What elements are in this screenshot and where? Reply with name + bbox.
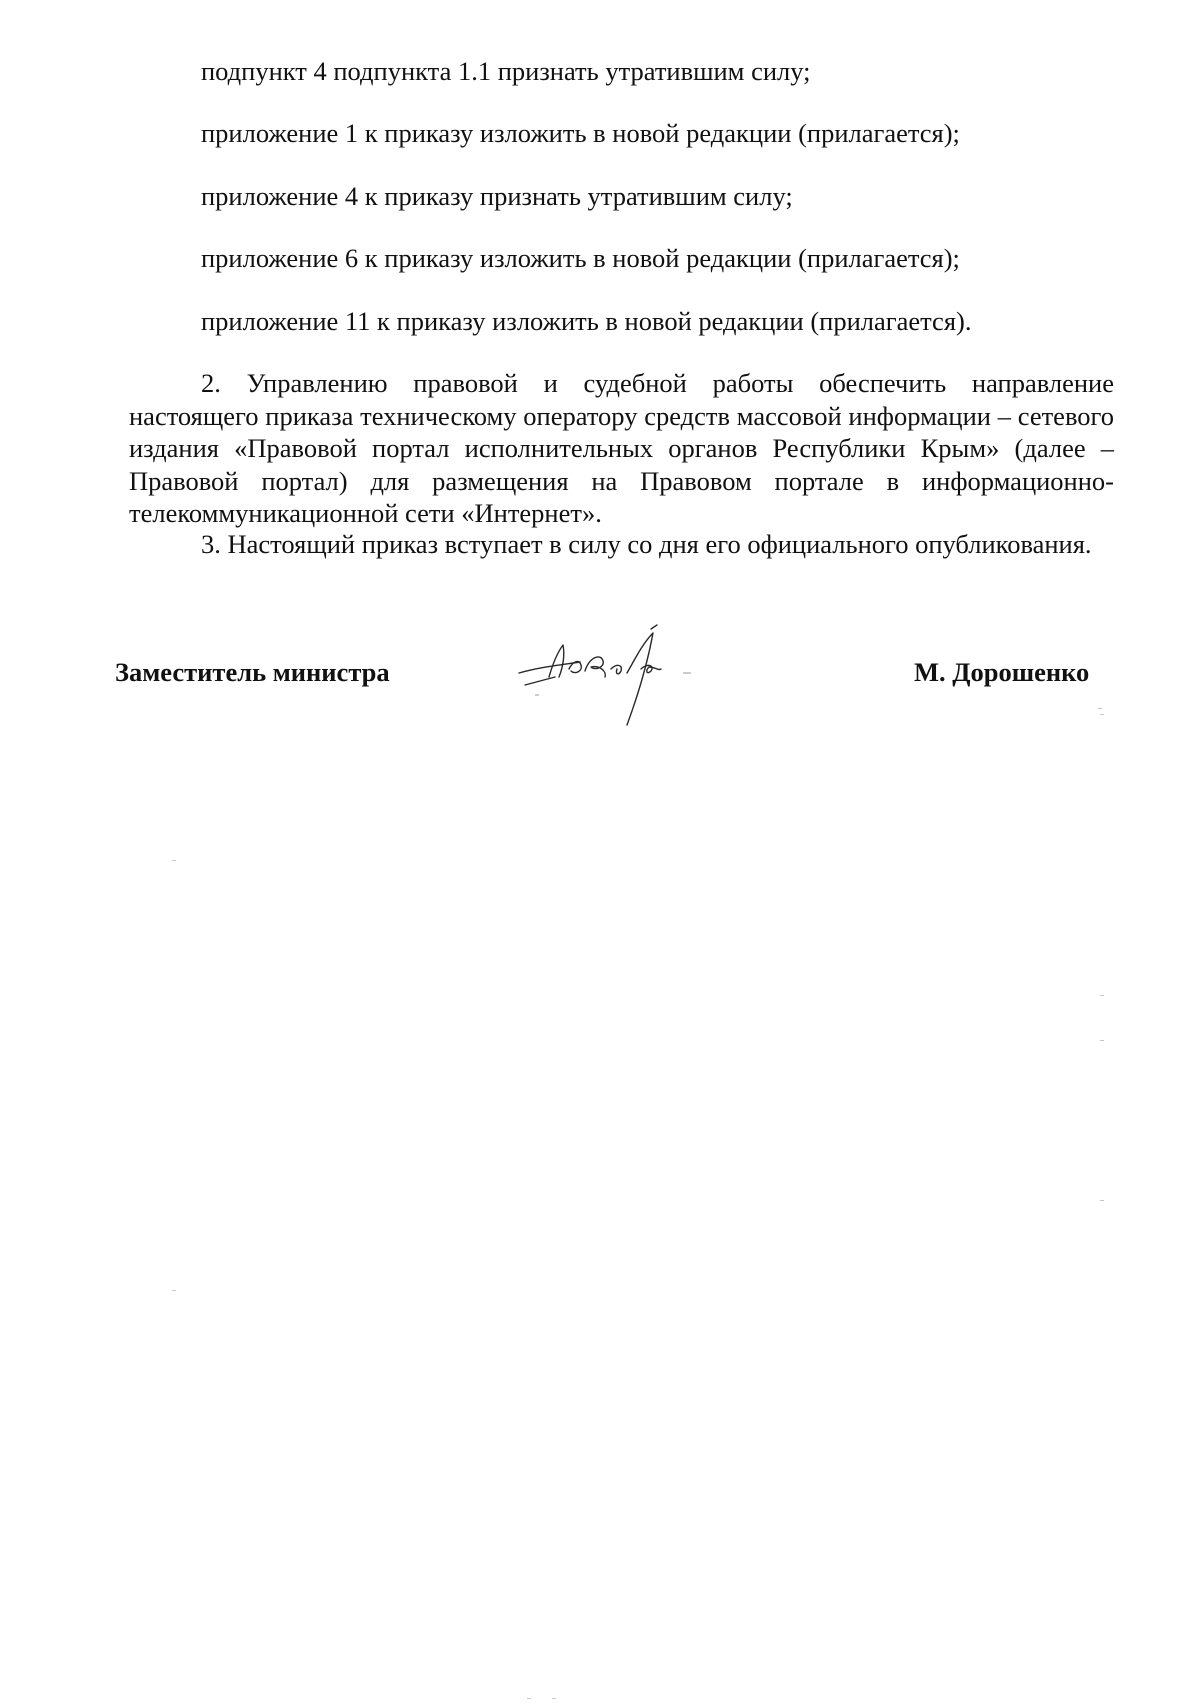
scan-speck xyxy=(1098,708,1102,709)
scan-speck xyxy=(1100,995,1104,996)
list-item-subpoint-4: подпункт 4 подпункта 1.1 признать утратившим силу; xyxy=(201,56,811,86)
scan-speck xyxy=(1100,1200,1104,1201)
signatory-title: Заместитель министра xyxy=(115,657,390,687)
scan-speck xyxy=(172,1290,176,1291)
list-item-appendix-1: приложение 1 к приказу изложить в новой редакции (прилагается); xyxy=(201,118,960,148)
paragraph-2: 2. Управлению правовой и судебной работы обеспечить направление настоящего приказа техническому оператору средств массовой информации – сетевого издания «Правовой портал исполнительных органов Республики Крым» (далее – Правовой портал) для размещения на Правовом портале в информационно-телекоммуникационной сети «Интернет». xyxy=(129,368,1114,528)
signatory-name: М. Дорошенко xyxy=(914,657,1090,687)
scan-speck xyxy=(552,1698,556,1699)
scan-speck xyxy=(1100,714,1104,715)
list-item-appendix-4: приложение 4 к приказу признать утратившим силу; xyxy=(201,181,793,211)
scan-speck xyxy=(527,1698,531,1699)
scan-speck xyxy=(172,860,176,861)
paragraph-3: 3. Настоящий приказ вступает в силу со дня его официального опубликования. xyxy=(201,529,1092,559)
list-item-appendix-6: приложение 6 к приказу изложить в новой редакции (прилагается); xyxy=(201,243,960,273)
list-item-appendix-11: приложение 11 к приказу изложить в новой редакции (прилагается). xyxy=(201,306,972,336)
scan-speck xyxy=(1100,1040,1104,1041)
handwritten-signature xyxy=(515,615,745,730)
